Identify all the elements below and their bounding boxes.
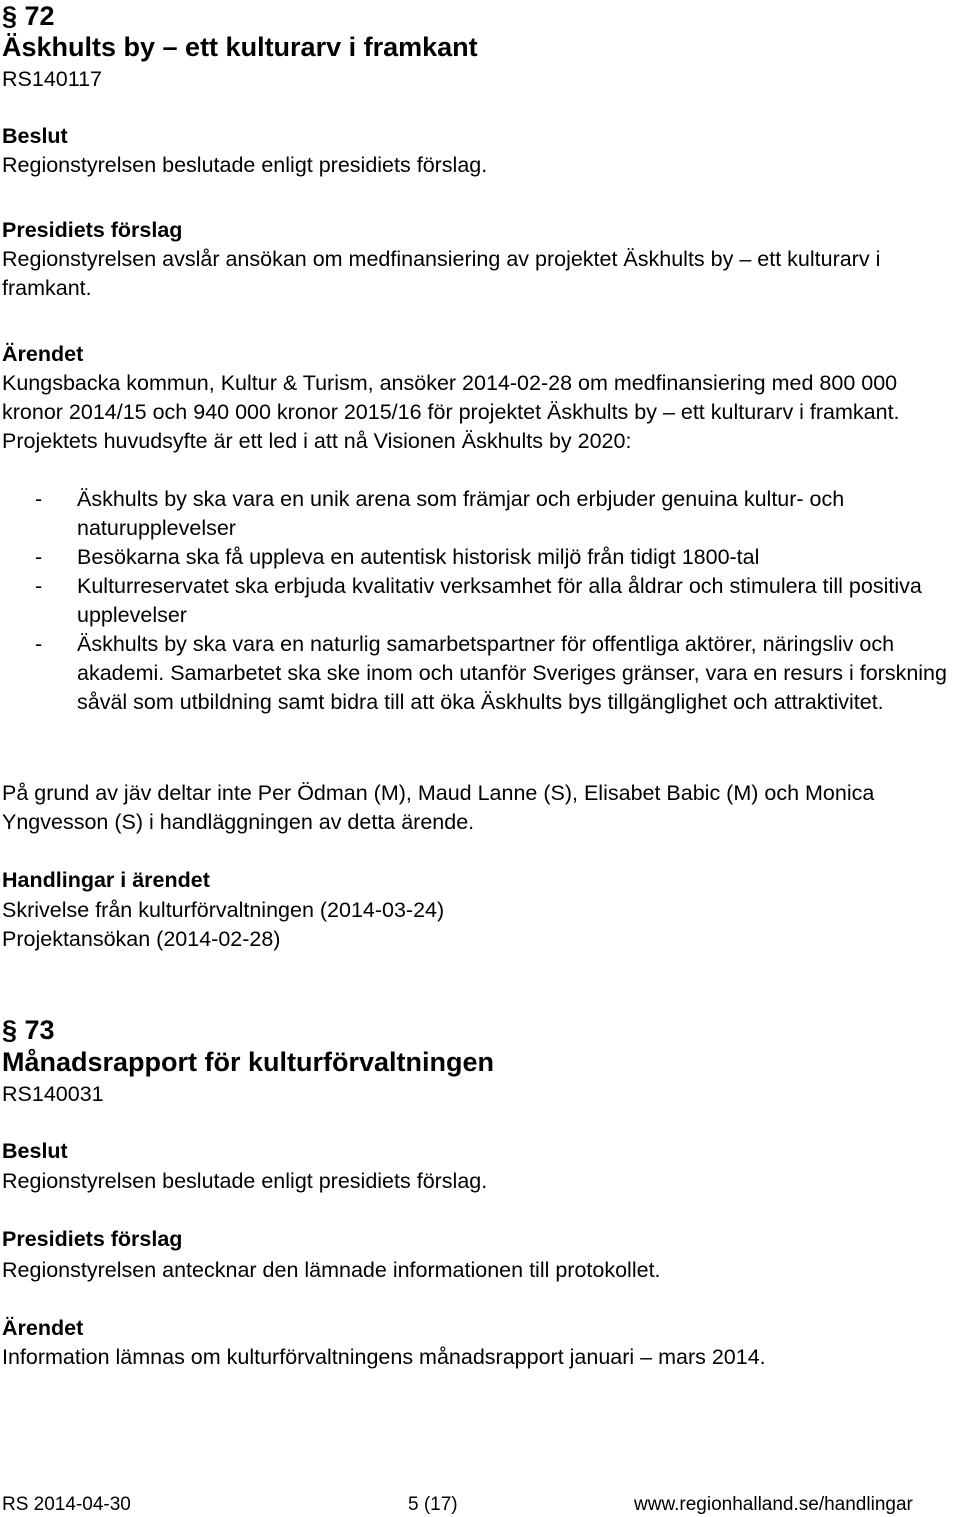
- section-72-number: § 72: [2, 1, 55, 31]
- section-73-forslag-heading: Presidiets förslag: [2, 1227, 183, 1251]
- section-72-beslut-text: Regionstyrelsen beslutade enligt presidiets förslag.: [2, 153, 488, 177]
- section-72-arendet-text: Kungsbacka kommun, Kultur & Turism, ansöker 2014-02-28 om medfinansiering med 800 000 kronor 2014/15 och 940 000 kronor 2015/16 för projektet Äskhults by – ett kulturarv i framkant. Projektets huvudsyfte är ett led i att nå Visionen Äskhults by 2020:: [2, 371, 900, 453]
- section-73-beslut-heading: Beslut: [2, 1139, 68, 1163]
- handling-item-2: Projektansökan (2014-02-28): [2, 927, 281, 951]
- section-73-forslag-text: Regionstyrelsen antecknar den lämnade informationen till protokollet.: [2, 1258, 661, 1282]
- section-72-title: Äskhults by – ett kulturarv i framkant: [2, 32, 478, 62]
- list-item-text: Besökarna ska få uppleva en autentisk historisk miljö från tidigt 1800-tal: [77, 545, 760, 569]
- list-dash: -: [35, 545, 43, 569]
- list-dash: -: [35, 487, 43, 511]
- list-item: [8, 485, 948, 543]
- section-72-forslag-text: Regionstyrelsen avslår ansökan om medfinansiering av projektet Äskhults by – ett kulturarv i framkant.: [2, 247, 881, 300]
- list-dash: -: [35, 574, 43, 598]
- footer-date: RS 2014-04-30: [2, 1494, 131, 1515]
- section-72-arendet-heading: Ärendet: [2, 342, 84, 366]
- section-73-arendet-text: Information lämnas om kulturförvaltningens månadsrapport januari – mars 2014.: [2, 1345, 766, 1369]
- section-73-number: § 73: [2, 1015, 55, 1045]
- list-dash: -: [35, 632, 43, 656]
- list-item-text: Kulturreservatet ska erbjuda kvalitativ verksamhet för alla åldrar och stimulera till positiva upplevelser: [77, 574, 922, 627]
- vision-bullet-list: [8, 485, 948, 717]
- section-72-jav-text: På grund av jäv deltar inte Per Ödman (M), Maud Lanne (S), Elisabet Babic (M) och Monica Yngvesson (S) i handläggningen av detta ärende.: [2, 781, 875, 834]
- list-item-text: Äskhults by ska vara en naturlig samarbetspartner för offentliga aktörer, näringsliv och akademi. Samarbetet ska ske inom och utanför Sveriges gränser, vara en resurs i forskning såväl som utbildning samt bidra till att öka Äskhults bys tillgänglighet och attraktivitet.: [77, 632, 947, 714]
- section-72-beslut-heading: Beslut: [2, 124, 68, 148]
- handling-item-1: Skrivelse från kulturförvaltningen (2014-03-24): [2, 898, 445, 922]
- list-item: [8, 630, 948, 717]
- section-73-title: Månadsrapport för kulturförvaltningen: [2, 1047, 495, 1077]
- section-73-beslut-text: Regionstyrelsen beslutade enligt presidiets förslag.: [2, 1169, 488, 1193]
- section-72-ref: RS140117: [2, 67, 103, 91]
- footer-page-number: 5 (17): [408, 1494, 458, 1515]
- section-72-handlingar-heading: Handlingar i ärendet: [2, 868, 210, 892]
- list-item: [8, 543, 948, 572]
- list-item-text: Äskhults by ska vara en unik arena som främjar och erbjuder genuina kultur- och naturupplevelser: [77, 487, 845, 540]
- section-73-arendet-heading: Ärendet: [2, 1316, 84, 1340]
- section-72-forslag-heading: Presidiets förslag: [2, 218, 183, 242]
- section-73-ref: RS140031: [2, 1082, 104, 1106]
- list-item: [8, 572, 948, 630]
- footer-url: www.regionhalland.se/handlingar: [634, 1494, 913, 1515]
